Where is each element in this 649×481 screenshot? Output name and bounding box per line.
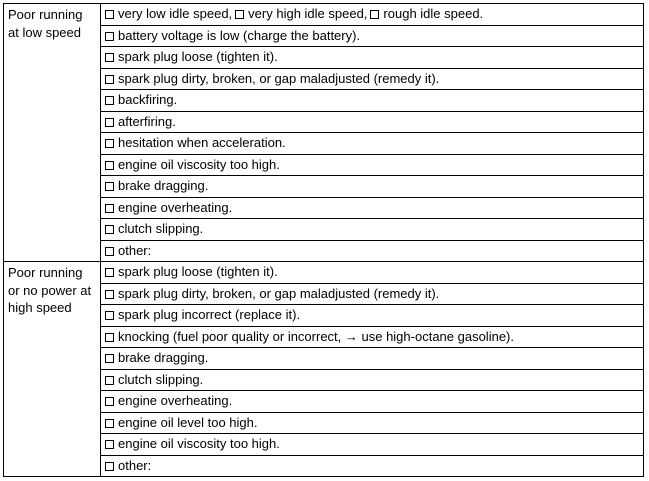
checkbox-icon[interactable] bbox=[105, 311, 114, 320]
checkbox-icon[interactable] bbox=[105, 53, 114, 62]
cause-text: other: bbox=[118, 457, 152, 473]
checkbox-icon[interactable] bbox=[105, 440, 114, 449]
checkbox-icon[interactable] bbox=[105, 161, 114, 170]
checkbox-icon[interactable] bbox=[105, 118, 114, 127]
checkbox-icon[interactable] bbox=[105, 268, 114, 277]
cause-cell bbox=[101, 4, 644, 26]
cause-text: spark plug incorrect (replace it). bbox=[118, 307, 301, 323]
cause-text: very high idle speed, bbox=[248, 6, 368, 22]
checkbox-icon[interactable] bbox=[105, 247, 114, 256]
cause-text: afterfiring. bbox=[118, 113, 176, 129]
cause-text: engine overheating. bbox=[118, 199, 233, 215]
checkbox-icon[interactable] bbox=[105, 204, 114, 213]
cause-cell bbox=[101, 369, 644, 391]
checkbox-icon[interactable] bbox=[105, 333, 114, 342]
cause-text: other: bbox=[118, 242, 152, 258]
checkbox-icon[interactable] bbox=[105, 462, 114, 471]
checkbox-icon[interactable] bbox=[105, 182, 114, 191]
cause-text: engine oil level too high. bbox=[118, 414, 258, 430]
cause-cell bbox=[101, 283, 644, 305]
checkbox-icon[interactable] bbox=[105, 290, 114, 299]
cause-text: very low idle speed, bbox=[118, 6, 233, 22]
checklist-row bbox=[4, 4, 644, 26]
cause-text: spark plug loose (tighten it). bbox=[118, 49, 278, 65]
cause-cell bbox=[101, 262, 644, 284]
cause-text: clutch slipping. bbox=[118, 371, 204, 387]
cause-text: engine overheating. bbox=[118, 393, 233, 409]
cause-cell bbox=[101, 326, 644, 348]
checkbox-icon[interactable] bbox=[105, 10, 114, 19]
cause-text: battery voltage is low (charge the battery). bbox=[118, 27, 361, 43]
checkbox-icon[interactable] bbox=[105, 397, 114, 406]
cause-cell bbox=[101, 133, 644, 155]
symptom-label: Poor running at low speed bbox=[4, 4, 101, 262]
cause-text: spark plug dirty, broken, or gap maladjusted (remedy it). bbox=[118, 285, 440, 301]
cause-text: backfiring. bbox=[118, 92, 178, 108]
cause-cell bbox=[101, 434, 644, 456]
cause-cell bbox=[101, 391, 644, 413]
cause-cell bbox=[101, 111, 644, 133]
cause-cell bbox=[101, 176, 644, 198]
symptom-label: Poor running or no power at high speed bbox=[4, 262, 101, 477]
cause-cell bbox=[101, 412, 644, 434]
cause-cell bbox=[101, 219, 644, 241]
checkbox-icon[interactable] bbox=[105, 96, 114, 105]
checklist-body bbox=[4, 4, 644, 477]
checkbox-icon[interactable] bbox=[235, 10, 244, 19]
cause-text: clutch slipping. bbox=[118, 221, 204, 237]
checkbox-icon[interactable] bbox=[370, 10, 379, 19]
cause-text: spark plug loose (tighten it). bbox=[118, 264, 278, 280]
checkbox-icon[interactable] bbox=[105, 32, 114, 41]
cause-cell bbox=[101, 25, 644, 47]
cause-cell bbox=[101, 90, 644, 112]
cause-cell bbox=[101, 47, 644, 69]
cause-cell bbox=[101, 455, 644, 477]
checkbox-icon[interactable] bbox=[105, 354, 114, 363]
cause-text: engine oil viscosity too high. bbox=[118, 156, 280, 172]
cause-text: engine oil viscosity too high. bbox=[118, 436, 280, 452]
cause-cell bbox=[101, 197, 644, 219]
cause-text: spark plug dirty, broken, or gap maladjusted (remedy it). bbox=[118, 70, 440, 86]
cause-text: rough idle speed. bbox=[383, 6, 484, 22]
checkbox-icon[interactable] bbox=[105, 75, 114, 84]
cause-text: knocking (fuel poor quality or incorrect, → use high-octane gasoline). bbox=[118, 328, 514, 344]
cause-cell bbox=[101, 240, 644, 262]
checkbox-icon[interactable] bbox=[105, 225, 114, 234]
checkbox-icon[interactable] bbox=[105, 376, 114, 385]
checkbox-icon[interactable] bbox=[105, 139, 114, 148]
cause-text: brake dragging. bbox=[118, 178, 209, 194]
checklist-row bbox=[4, 262, 644, 284]
cause-cell bbox=[101, 348, 644, 370]
checkbox-icon[interactable] bbox=[105, 419, 114, 428]
cause-text: hesitation when acceleration. bbox=[118, 135, 286, 151]
cause-cell bbox=[101, 68, 644, 90]
cause-cell bbox=[101, 154, 644, 176]
troubleshooting-checklist-table bbox=[3, 3, 644, 477]
cause-cell bbox=[101, 305, 644, 327]
cause-text: brake dragging. bbox=[118, 350, 209, 366]
